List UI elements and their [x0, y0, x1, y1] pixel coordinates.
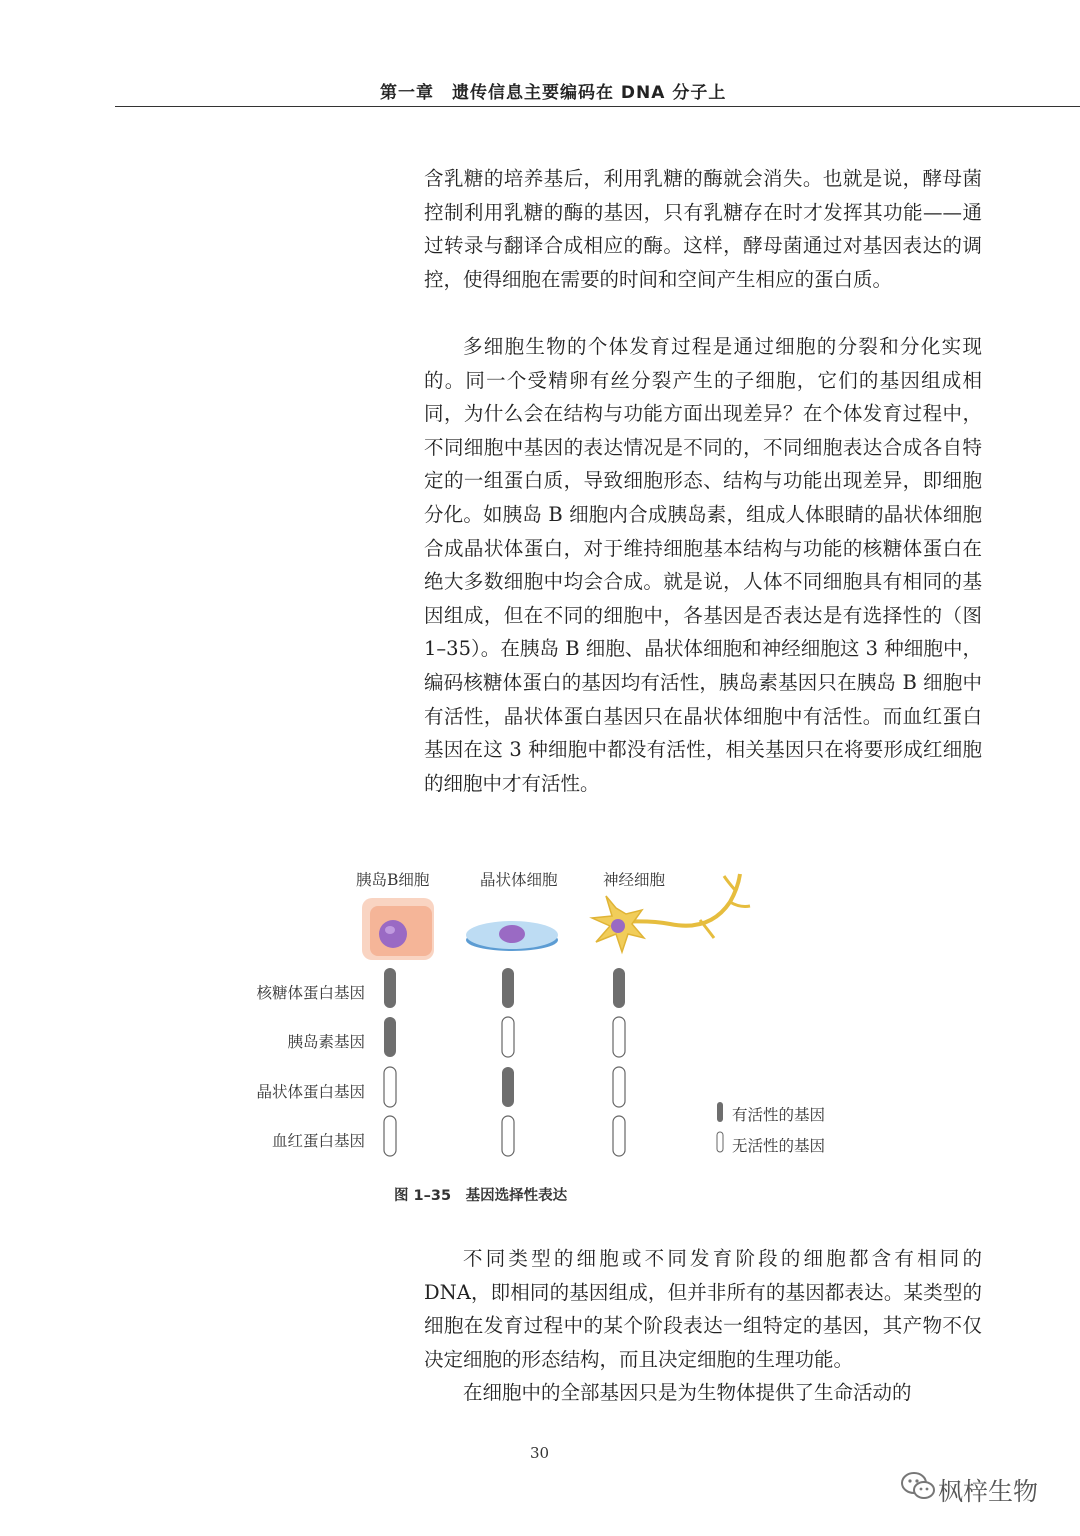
gene-label-crystallin: 晶状体蛋白基因 — [256, 1083, 365, 1101]
gene-inactive-2-2 — [613, 1067, 625, 1107]
cell-label-islet-b: 胰岛B细胞 — [356, 871, 430, 889]
paragraph-cell-differentiation: 多细胞生物的个体发育过程是通过细胞的分裂和分化实现的。同一个受精卵有丝分裂产生的子细胞，它们的基因组成相同，为什么会在结构与功能方面出现差异？在个体发育过程中，不同细胞中基因的表达情况是不同的，不同细胞表达合成各自特定的一组蛋白质，导致细胞形态、结构与功能出现差异，即细胞分化。如胰岛 B 细胞内合成胰岛素，组成人体眼睛的晶状体细胞合成晶状体蛋白，对于维持细胞基本结构与功能的核糖体蛋白在绝大多数细胞中均会合成。就是说，人体不同细胞具有相同的基因组成，但在不同的细胞中，各基因是否表达是有选择性的（图 1–35）。在胰岛 B 细胞、晶状体细胞和神经细胞这 3 种细胞中，编码核糖体蛋白的基因均有活性，胰岛素基因只在胰岛 B 细胞中有活性，晶状体蛋白基因只在晶状体细胞中有活性。而血红蛋白基因在这 3 种细胞中都没有活性，相关基因只在将要形成红细胞的细胞中才有活性。 — [424, 335, 982, 795]
gene-active-0-1 — [502, 968, 514, 1008]
paragraph-all-genes: 在细胞中的全部基因只是为生物体提供了生命活动的 — [463, 1381, 912, 1404]
header-rule — [115, 106, 1080, 107]
cell-label-lens: 晶状体细胞 — [480, 871, 558, 889]
chapter-title: 第一章 遗传信息主要编码在 DNA 分子上 — [380, 83, 727, 103]
gene-label-hemoglobin: 血红蛋白基因 — [271, 1132, 365, 1150]
legend-active-swatch — [717, 1102, 723, 1122]
legend-inactive-swatch — [717, 1132, 723, 1152]
page-number: 30 — [530, 1444, 550, 1462]
gene-marks — [384, 968, 625, 1156]
paragraph-continued: 含乳糖的培养基后，利用乳糖的酶就会消失。也就是说，酵母菌控制利用乳糖的酶的基因，只有乳糖存在时才发挥其功能——通过转录与翻译合成相应的酶。这样，酵母菌通过对基因表达的调控，使得细胞在需要的时间和空间产生相应的蛋白质。 — [424, 167, 982, 291]
gene-active-2-1 — [502, 1067, 514, 1107]
gene-active-1-0 — [384, 1017, 396, 1057]
watermark-text: 枫梓生物 — [938, 1477, 1039, 1506]
cell-label-neuron: 神经细胞 — [603, 871, 666, 889]
legend-inactive-label: 无活性的基因 — [732, 1137, 826, 1155]
gene-inactive-1-2 — [613, 1017, 625, 1057]
gene-inactive-3-2 — [613, 1116, 625, 1156]
gene-label-insulin: 胰岛素基因 — [287, 1033, 365, 1051]
legend-active-label: 有活性的基因 — [732, 1106, 826, 1124]
wechat-icon — [900, 1470, 936, 1502]
gene-label-ribosomal: 核糖体蛋白基因 — [256, 984, 365, 1002]
figure-gene-selective-expression — [230, 860, 850, 1210]
figure-caption: 图 1–35 基因选择性表达 — [394, 1188, 568, 1204]
islet-b-cell-illustration — [362, 898, 434, 960]
gene-inactive-3-0 — [384, 1116, 396, 1156]
gene-active-0-0 — [384, 968, 396, 1008]
gene-inactive-2-0 — [384, 1067, 396, 1107]
watermark — [900, 1470, 1039, 1506]
paragraph-same-dna: 不同类型的细胞或不同发育阶段的细胞都含有相同的 DNA，即相同的基因组成，但并非所有的基因都表达。某类型的细胞在发育过程中的某个阶段表达一组特定的基因，其产物不仅决定细胞的形态结构，而且决定细胞的生理功能。 — [424, 1247, 982, 1371]
lens-cell-illustration — [466, 921, 558, 951]
running-header — [0, 74, 1080, 108]
gene-active-0-2 — [613, 968, 625, 1008]
gene-inactive-1-1 — [502, 1017, 514, 1057]
gene-inactive-3-1 — [502, 1116, 514, 1156]
